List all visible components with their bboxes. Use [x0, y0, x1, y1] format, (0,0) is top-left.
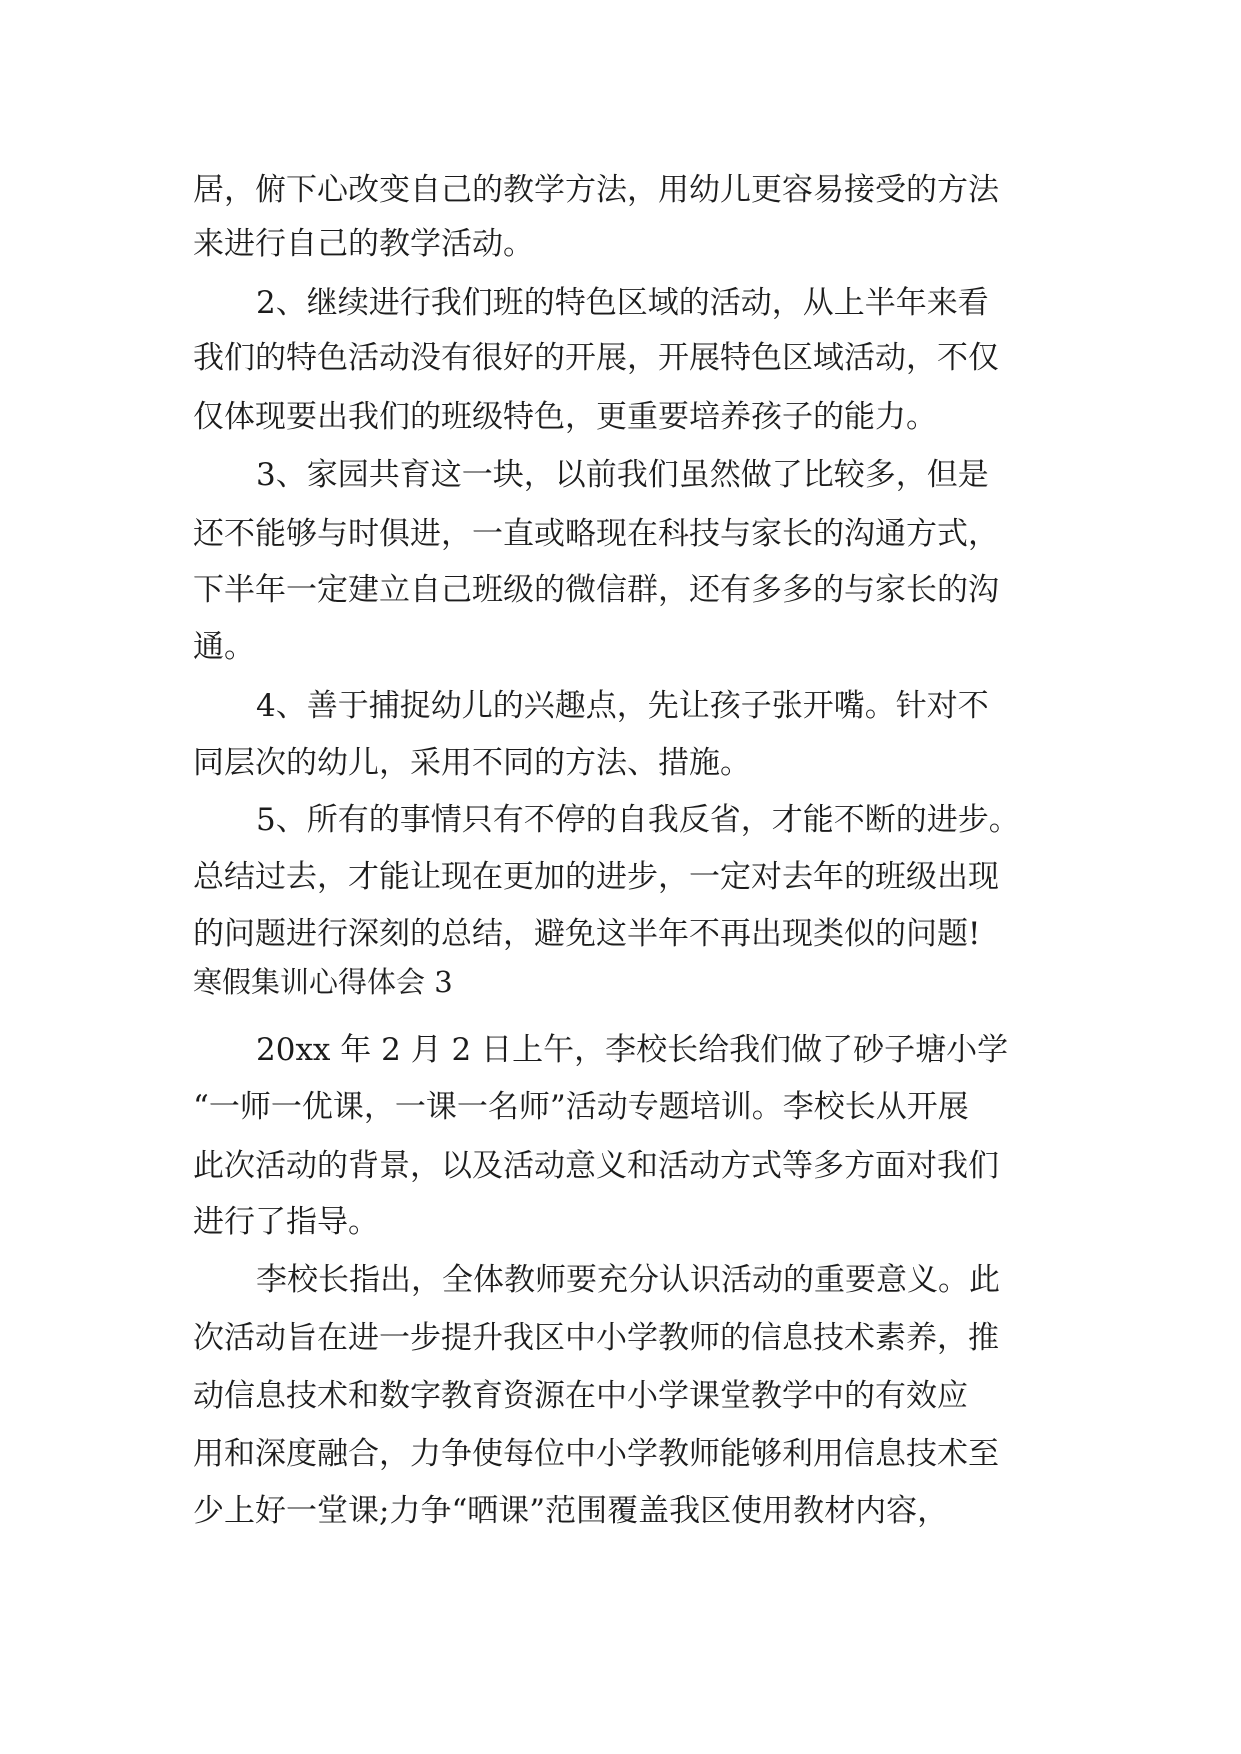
body-line: 进行了指导。 — [193, 1204, 379, 1240]
body-line: 20xx 年 2 月 2 日上午，李校长给我们做了砂子塘小学 — [256, 1032, 1009, 1068]
body-line: “一师一优课，一课一名师”活动专题培训。李校长从开展 — [193, 1089, 969, 1125]
body-line: 2、继续进行我们班的特色区域的活动，从上半年来看 — [256, 285, 989, 321]
body-line: 动信息技术和数字教育资源在中小学课堂教学中的有效应 — [193, 1378, 968, 1414]
body-line: 下半年一定建立自己班级的微信群，还有多多的与家长的沟 — [193, 572, 999, 608]
section-heading: 寒假集训心得体会 3 — [193, 965, 453, 999]
body-line: 的问题进行深刻的总结，避免这半年不再出现类似的问题! — [193, 916, 981, 952]
body-line: 次活动旨在进一步提升我区中小学教师的信息技术素养，推 — [193, 1320, 999, 1356]
body-line: 李校长指出，全体教师要充分认识活动的重要意义。此 — [256, 1262, 1000, 1298]
body-line: 4、善于捕捉幼儿的兴趣点，先让孩子张开嘴。针对不 — [256, 688, 989, 724]
body-line: 少上好一堂课;力争“晒课”范围覆盖我区使用教材内容， — [193, 1493, 949, 1529]
body-line: 用和深度融合，力争使每位中小学教师能够利用信息技术至 — [193, 1436, 999, 1472]
body-line: 还不能够与时俱进，一直或略现在科技与家长的沟通方式， — [193, 516, 999, 552]
body-line: 同层次的幼儿，采用不同的方法、措施。 — [193, 745, 751, 781]
body-line: 此次活动的背景，以及活动意义和活动方式等多方面对我们 — [193, 1148, 999, 1184]
body-line: 来进行自己的教学活动。 — [193, 226, 534, 262]
body-line: 仅体现要出我们的班级特色，更重要培养孩子的能力。 — [193, 399, 937, 435]
body-line: 总结过去，才能让现在更加的进步，一定对去年的班级出现 — [193, 859, 999, 895]
body-line: 通。 — [193, 629, 255, 665]
body-line: 居，俯下心改变自己的教学方法，用幼儿更容易接受的方法 — [193, 172, 999, 208]
body-line: 我们的特色活动没有很好的开展，开展特色区域活动，不仅 — [193, 340, 999, 376]
body-line: 3、家园共育这一块，以前我们虽然做了比较多，但是 — [256, 457, 989, 493]
body-line: 5、所有的事情只有不停的自我反省，才能不断的进步。 — [256, 802, 1020, 838]
